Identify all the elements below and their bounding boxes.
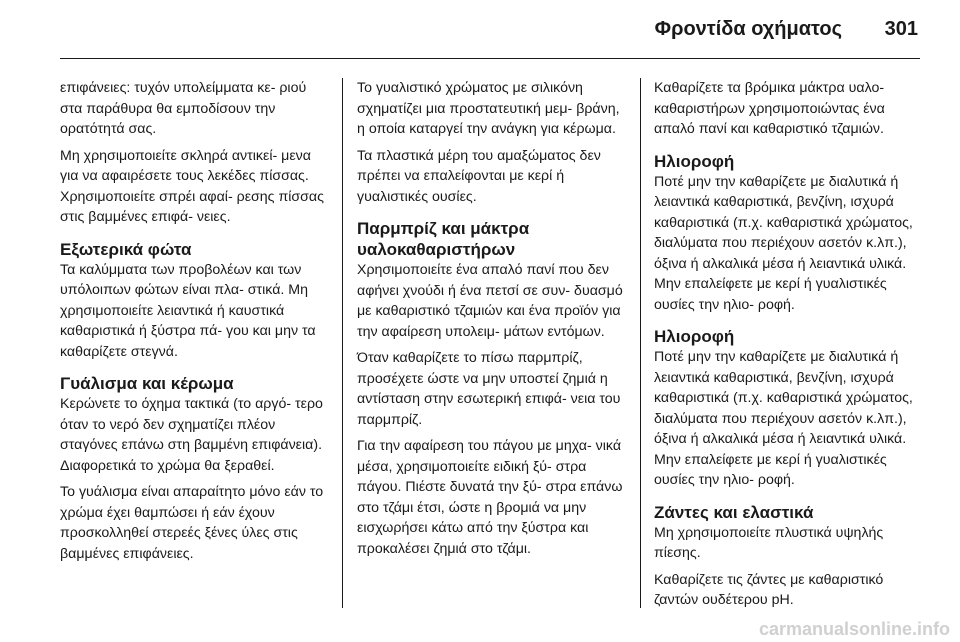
section-heading: Παρμπρίζ και μάκτρα υαλοκαθαριστήρων — [357, 219, 530, 259]
column-divider — [342, 78, 343, 608]
text-column-1 — [60, 78, 328, 570]
paragraph: Μη χρησιμοποιείτε σκληρά αντικεί- μενα για να αφαιρέσετε τους λεκέδες πίσσας. Χρησιμοποιείτε σπρέι αφαί- ρεσης πίσσας στις βαμμένες επιφά- νειες. — [60, 147, 324, 225]
watermark: carmanualsonline.info — [758, 619, 950, 639]
paragraph: Τα καλύμματα των προβολέων και των υπόλοιπων φώτων είναι πλα- στικά. Μη χρησιμοποιείτε λειαντικά ή καυστικά καθαριστικά ή ξύστρα πά- γου και μην τα καθαρίζετε στεγνά. — [60, 261, 316, 360]
section-heading: Γυάλισμα και κέρωμα — [60, 374, 234, 393]
paragraph: επιφάνειες: τυχόν υπολείμματα κε- ριού στα παράθυρα θα εμποδίσουν την ορατότητά σας. — [60, 80, 307, 137]
paragraph: Κερώνετε το όχημα τακτικά (το αργό- τερο όταν το νερό δεν σχηματίζει πλέον σταγόνες επάνω στη βαμμένη επιφάνεια). Διαφορετικά το χρώμα θα ξεραθεί. — [60, 396, 323, 474]
section-heading: Ηλιοροφή — [654, 151, 735, 171]
paragraph: Το γυάλισμα είναι απαραίτητο μόνο εάν το χρώμα έχει θαμπώσει ή εάν έχουν προσκολληθεί στερεές ξένες ύλες στις βαμμένες επιφάνειες. — [60, 484, 324, 562]
paragraph: Για την αφαίρεση του πάγου με μηχα- νικά μέσα, χρησιμοποιείτε ειδική ξύ- στρα πάγου. Πιέστε δυνατά την ξύ- στρα επάνω στο τζάμι έτσι, ώστε η βρομιά να μην εισχωρήσει κάτω από την ξύστρα και προκαλέσει ζημιά στο τζάμι. — [357, 438, 623, 557]
paragraph: Το γυαλιστικό χρώματος με σιλικόνη σχηματίζει μια προστατευτική μεμ- βράνη, η οποία καταργεί την ανάγκη για κέρωμα. — [357, 80, 620, 137]
paragraph: Μη χρησιμοποιείτε πλυστικά υψηλής πίεσης. — [654, 524, 884, 561]
page-header — [0, 0, 960, 62]
paragraph: Καθαρίζετε τα βρόμικα μάκτρα υαλο- καθαριστήρων χρησιμοποιώντας ένα απαλό πανί και καθαριστικό τζαμιών. — [654, 80, 885, 137]
page-title: Φροντίδα οχήματος — [654, 18, 842, 40]
column-divider — [640, 78, 641, 608]
paragraph: Όταν καθαρίζετε το πίσω παρμπρίζ, προσέχετε ώστε να μην υποστεί ζημιά η αντίσταση στην εσωτερική επιφά- νεια του παρμπρίζ. — [357, 350, 621, 428]
paragraph: Χρησιμοποιείτε ένα απαλό πανί που δεν αφήνει χνούδι ή ένα πετσί σε συν- δυασμό με καθαριστικό τζαμιών και ένα προϊόν για την αφαίρεση υπολειμ- μάτων εντόμων. — [357, 262, 623, 340]
page-number: 301 — [884, 18, 918, 40]
text-column-2 — [357, 78, 625, 565]
paragraph: Τα πλαστικά μέρη του αμαξώματος δεν πρέπει να επαλείφονται με κερί ή γυαλιστικές ουσίες. — [357, 147, 601, 205]
paragraph: Ποτέ μην την καθαρίζετε με διαλυτικά ή λειαντικά καθαριστικά, βενζίνη, ισχυρά καθαριστικά (π.χ. καθαριστικά χρώματος, διαλύματα που περιέχουν ασετόν κ.λπ.), όξινα ή αλκαλικά μέσα ή λειαντικά υλικά. Μην επαλείφετε με κερί ή γυαλιστικές ουσίες την ηλιο- ροφή. — [654, 349, 913, 488]
header-rule — [60, 58, 920, 59]
paragraph: Ποτέ μην την καθαρίζετε με διαλυτικά ή λειαντικά καθαριστικά, βενζίνη, ισχυρά καθαριστικά (π.χ. καθαριστικά χρώματος, διαλύματα που περιέχουν ασετόν κ.λπ.), όξινα ή αλκαλικά μέσα ή λειαντικά υλικά. Μην επαλείφετε με κερί ή γυαλιστικές ουσίες την ηλιο- ροφή. — [654, 173, 913, 313]
section-heading: Ζάντες και ελαστικά — [654, 502, 814, 522]
section-heading: Εξωτερικά φώτα — [60, 239, 192, 259]
text-column-3 — [654, 78, 922, 617]
paragraph: Καθαρίζετε τις ζάντες με καθαριστικό ζαντών ουδέτερου pH. — [654, 571, 884, 608]
section-heading: Ηλιοροφή — [654, 327, 735, 346]
